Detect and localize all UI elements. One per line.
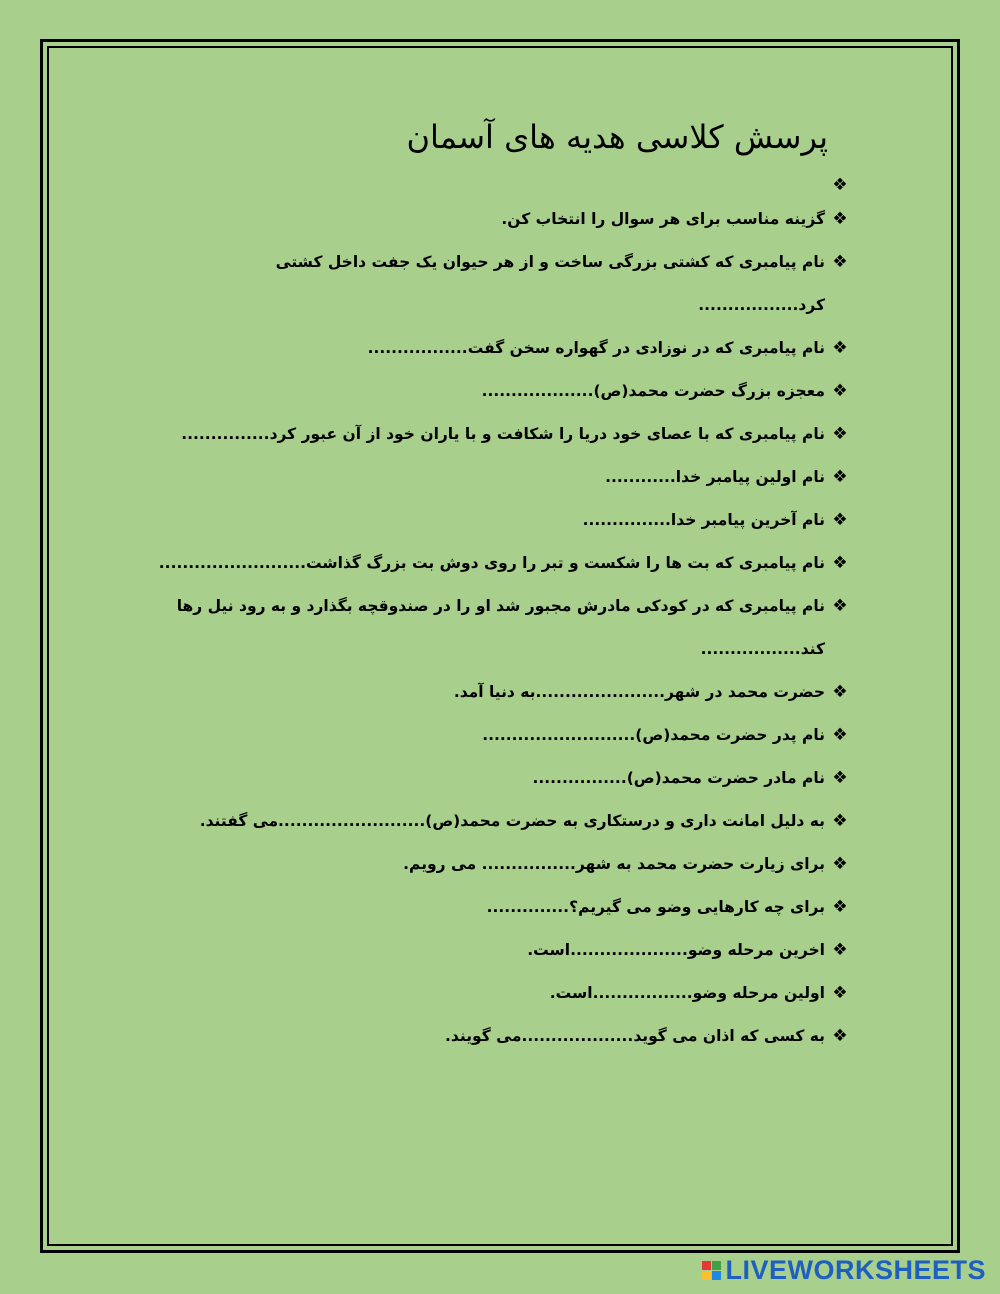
diamond-bullet-icon: ❖ xyxy=(832,1026,848,1046)
question-text: نام پدر حضرت محمد(ص).......................... xyxy=(482,726,825,744)
question-text: نام اولین پیامبر خدا............ xyxy=(605,468,825,486)
question-item xyxy=(155,542,855,585)
diamond-bullet-icon: ❖ xyxy=(832,811,848,831)
question-item xyxy=(155,1015,855,1058)
question-item xyxy=(155,972,855,1015)
diamond-bullet-icon: ❖ xyxy=(832,596,848,616)
logo-tile xyxy=(702,1271,711,1280)
question-text: حضرت محمد در شهر......................به دنیا آمد. xyxy=(453,683,825,701)
diamond-bullet-icon: ❖ xyxy=(832,381,848,401)
logo-tiles-icon xyxy=(702,1261,721,1280)
question-item xyxy=(155,671,855,714)
question-item xyxy=(155,886,855,929)
logo-text: LIVEWORKSHEETS xyxy=(725,1254,986,1285)
question-item xyxy=(155,241,855,327)
question-text: به دلیل امانت داری و درستکاری به حضرت محمد(ص).........................می گفتند. xyxy=(199,812,825,830)
question-text: گزینه مناسب برای هر سوال را انتخاب کن. xyxy=(501,210,825,228)
question-item xyxy=(155,757,855,800)
diamond-bullet-icon: ❖ xyxy=(832,467,848,487)
diamond-bullet-icon: ❖ xyxy=(832,553,848,573)
diamond-bullet-icon: ❖ xyxy=(832,175,848,195)
diamond-bullet-icon: ❖ xyxy=(832,897,848,917)
question-text: نام پیامبری که کشتی بزرگی ساخت و از هر حیوان یک جفت داخل کشتی کرد................. xyxy=(275,253,825,314)
question-item xyxy=(155,327,855,370)
question-text: اولین مرحله وضو.................است. xyxy=(549,984,825,1002)
question-item xyxy=(155,585,855,671)
diamond-bullet-icon: ❖ xyxy=(832,983,848,1003)
question-item xyxy=(155,172,855,198)
diamond-bullet-icon: ❖ xyxy=(832,510,848,530)
question-item xyxy=(155,499,855,542)
diamond-bullet-icon: ❖ xyxy=(832,768,848,788)
question-text: نام پیامبری که با عصای خود دریا را شکافت و با یاران خود از آن عبور کرد............... xyxy=(181,425,825,443)
question-text: نام مادر حضرت محمد(ص)................ xyxy=(532,769,825,787)
logo-tile xyxy=(702,1261,711,1270)
question-item xyxy=(155,370,855,413)
question-item xyxy=(155,929,855,972)
question-text: برای چه کارهایی وضو می گیریم؟.............. xyxy=(486,898,825,916)
diamond-bullet-icon: ❖ xyxy=(832,424,848,444)
question-item xyxy=(155,843,855,886)
question-item xyxy=(155,198,855,241)
question-item xyxy=(155,456,855,499)
question-item xyxy=(155,800,855,843)
question-text: برای زیارت حضرت محمد به شهر................ می رویم. xyxy=(403,855,825,873)
diamond-bullet-icon: ❖ xyxy=(832,252,848,272)
worksheet-title: پرسش کلاسی هدیه های آسمان xyxy=(406,118,828,156)
question-list xyxy=(155,172,855,1058)
question-text: نام آخرین پیامبر خدا............... xyxy=(582,511,825,529)
question-text: به کسی که اذان می گوید...................می گویند. xyxy=(445,1027,825,1045)
question-item xyxy=(155,413,855,456)
question-text: اخرین مرحله وضو....................است. xyxy=(527,941,825,959)
diamond-bullet-icon: ❖ xyxy=(832,682,848,702)
question-item xyxy=(155,714,855,757)
diamond-bullet-icon: ❖ xyxy=(832,725,848,745)
question-text: معجزه بزرگ حضرت محمد(ص)................... xyxy=(481,382,825,400)
liveworksheets-logo[interactable] xyxy=(702,1254,986,1286)
question-text: نام پیامبری که در نوزادی در گهواره سخن گفت................. xyxy=(367,339,825,357)
diamond-bullet-icon: ❖ xyxy=(832,940,848,960)
diamond-bullet-icon: ❖ xyxy=(832,854,848,874)
logo-tile xyxy=(712,1261,721,1270)
diamond-bullet-icon: ❖ xyxy=(832,338,848,358)
diamond-bullet-icon: ❖ xyxy=(832,209,848,229)
logo-tile xyxy=(712,1271,721,1280)
question-text: نام پیامبری که بت ها را شکست و تبر را روی دوش بت بزرگ گذاشت......................... xyxy=(158,554,825,572)
question-text: نام پیامبری که در کودکی مادرش مجبور شد او را در صندوقچه بگذارد و به رود نیل رها کند................. xyxy=(176,597,825,658)
